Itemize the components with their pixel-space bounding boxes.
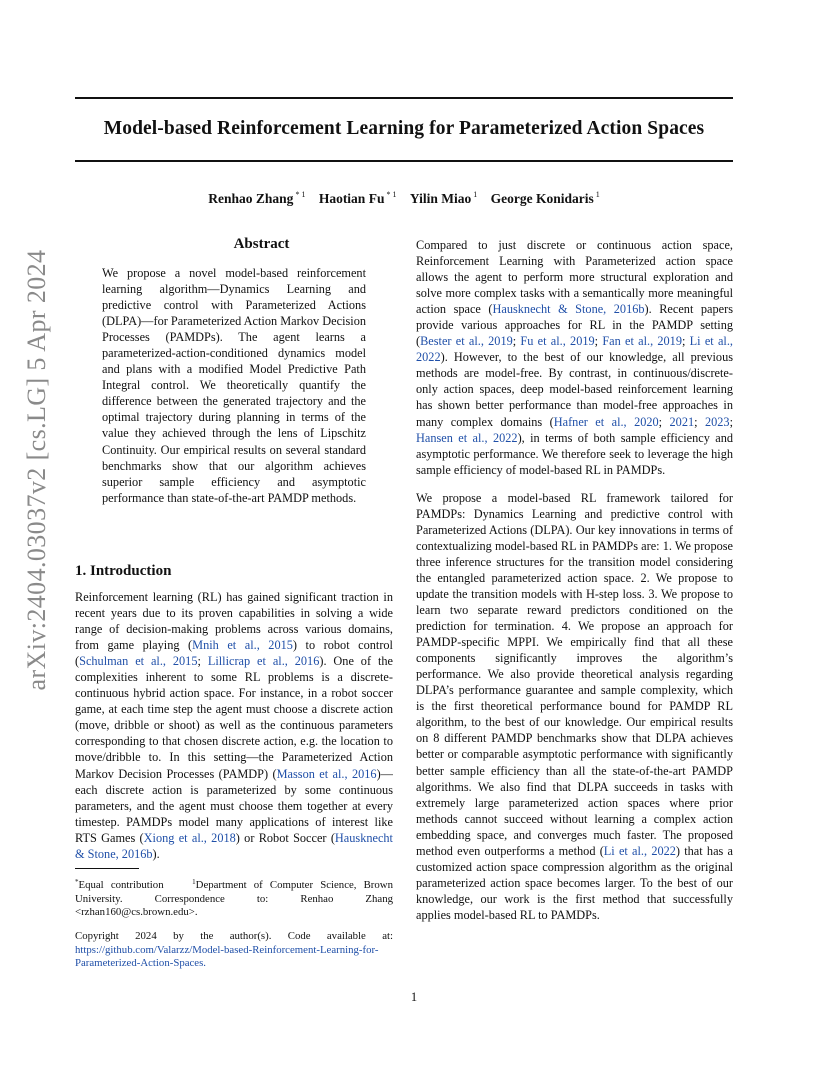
- citation-link[interactable]: Masson et al., 2016: [276, 766, 377, 781]
- section-heading-introduction: 1. Introduction: [75, 563, 172, 579]
- text-run: We propose a model-based RL framework tailored for PAMDPs: Dynamics Learning and predictive control with Parameterized Actions (DLPA). Our key innovations in terms of contextualizing model-based RL in PAMDPs are: 1. We propose three inference structures for the transition model considering the entangled parameterized action space. 2. We propose to update the transition models with H-step loss. 3. We propose to learn two separate reward predictors conditioned on the prediction for termination. 4. We propose an approach for PAMDP-specific MPPI. We empirically find that all these components significantly improves the algorithm’s performance. We also provide theoretical analysis regarding DLPA’s performance guarantee and sample complexity, which is the first theoretical performance bound for PAMDP RL algorithm, to the best of our knowledge. Our empirical results on 8 different PAMDP benchmarks show that DLPA achieves better or comparable asymptotic performance with significantly better sample efficiency than all the state-of-the-art PAMDP algorithms. We also find that DLPA succeeds in tasks with extremely large parameterized action spaces where prior methods cannot succeed without learning a complex action embedding space, and converges much faster. The proposed method even outperforms a method (: [416, 490, 733, 858]
- citation-link[interactable]: Fu et al., 2019: [520, 334, 595, 349]
- code-repository-link[interactable]: https://github.com/Valarzz/Model-based-Reinforcement-Learning-for-Parameterized-Action-Spaces.: [75, 943, 379, 970]
- text-run: ;: [681, 334, 690, 349]
- paragraph: [416, 237, 733, 478]
- text-run: ;: [197, 654, 208, 669]
- text-run: Compared to just discrete or continuous action space, Reinforcement Learning with Parameterized action space allows the agent to perform more structural exploration and solve more complex tasks with a semantically more meaningful action space (: [416, 238, 733, 317]
- text-run: ;: [658, 414, 670, 429]
- author-list: [75, 190, 733, 207]
- citation-link[interactable]: Lillicrap et al., 2016: [207, 654, 320, 669]
- author: Yilin Miao $^1$: [409, 190, 478, 206]
- text-run: )—each discrete action is parameterized by some continuous parameters, and the agent must choose them together at every timestep. PAMDPs model many applications of interest like RTS Games (: [75, 766, 393, 845]
- citation-link[interactable]: Hansen et al., 2022: [416, 430, 518, 445]
- author: Haotian Fu $^{* 1}$: [318, 190, 397, 206]
- citation-link[interactable]: Li et al., 2022: [603, 843, 676, 858]
- title-bottom-rule: [75, 160, 733, 162]
- page-number: 1: [410, 990, 418, 1004]
- text-run: ). However, to the best of our knowledge, all previous methods are model-free. By contrast, in continuous/discrete-only action spaces, deep model-based reinforcement learning has shown better performance than model-free approaches in many complex domains (: [416, 350, 733, 429]
- text-run: ), in terms of both sample efficiency and asymptotic performance. We therefore seek to leverage the high sample efficiency of model-based RL in PAMDPs.: [416, 430, 733, 477]
- citation-link[interactable]: Bester et al., 2019: [420, 334, 513, 349]
- text-run: ). Recent papers provide various approaches for RL in the PAMDP setting (: [416, 302, 733, 349]
- author: Renhao Zhang $^{* 1}$: [208, 190, 306, 206]
- text-run: ). One of the complexities inherent to some RL problems is a discrete-continuous hybrid action space. For instance, in a robot soccer game, at each time step the agent must choose a discrete action (move, dribble or shoot) as well as the continuous parameters corresponding to that chosen discrete action, e.g. the location to move/dribble to. In this setting—the Parameterized Action Markov Decision Processes (PAMDP) (: [75, 654, 393, 781]
- citation-link[interactable]: Li et al., 2022: [416, 334, 733, 365]
- text-run: Reinforcement learning (RL) has gained significant traction in recent years due to its proven capabilities in solving a wide range of decision-making problems across various domains, from game playing (: [75, 590, 393, 653]
- paragraph: [75, 589, 393, 862]
- text-run: ;: [594, 334, 603, 349]
- paragraph: [416, 490, 733, 923]
- author: George Konidaris $^1$: [490, 190, 600, 206]
- footnote-rule: [75, 868, 139, 869]
- text-run: ;: [512, 334, 521, 349]
- citation-link[interactable]: Mnih et al., 2015: [192, 638, 293, 653]
- citation-link[interactable]: Schulman et al., 2015: [79, 654, 198, 669]
- citation-link[interactable]: 2021: [669, 414, 695, 429]
- citation-link[interactable]: Fan et al., 2019: [602, 334, 682, 349]
- citation-link[interactable]: Xiong et al., 2018: [143, 830, 236, 845]
- text-run: ;: [729, 414, 733, 429]
- abstract-text: We propose a novel model-based reinforcement learning algorithm—Dynamics Learning and predictive control with Parameterized Actions (DLPA)—for Parameterized Action Markov Decision Processes (PAMDPs). The agent learns a parameterized-action-conditioned dynamics model and plans with a modified Model Predictive Path Integral control. We theoretically quantify the difference between the generated trajectory and the optimal trajectory during planning in terms of the value they achieved through the lens of Lipschitz Continuity. Our empirical results on several standard benchmarks show that our algorithm achieves superior sample efficiency and asymptotic performance than state-of-the-art PAMDP methods.: [102, 266, 366, 505]
- text-run: ).: [152, 846, 160, 861]
- text-run: ) or Robot Soccer (: [235, 830, 335, 845]
- footnote-copyright: Copyright 2024 by the author(s). Code available at: https://github.com/Valarzz/Model-based-Reinforcement-Learning-for-Parameterized-Action-Spaces.: [75, 930, 393, 970]
- paper-title: Model-based Reinforcement Learning for Parameterized Action Spaces: [103, 118, 705, 139]
- citation-link[interactable]: Hafner et al., 2020: [553, 414, 659, 429]
- citation-link[interactable]: Hausknecht & Stone, 2016b: [75, 830, 393, 861]
- text-run: ) to robot control (: [75, 638, 393, 669]
- abstract-body: [102, 265, 366, 506]
- footnote-affiliations: *Equal contribution $^1$Department of Computer Science, Brown University. Correspondence to: Renhao Zhang <rzhan160@cs.brown.edu>.: [75, 878, 393, 919]
- abstract-heading: Abstract: [233, 236, 290, 252]
- introduction-body: [75, 589, 393, 862]
- text-run: ;: [694, 414, 705, 429]
- citation-link[interactable]: Hausknecht & Stone, 2016b: [492, 302, 645, 317]
- citation-link[interactable]: 2023: [704, 414, 730, 429]
- right-column: [416, 237, 733, 923]
- arxiv-identifier-stamp: arXiv:2404.03037v2 [cs.LG] 5 Apr 2024: [22, 249, 51, 691]
- title-top-rule: [75, 97, 733, 99]
- text-run: ) that has a customized action space compression algorithm as the original parameterized action space becomes larger. To the best of our knowledge, our work is the first method that successfully applies model-based RL to PAMDPs.: [416, 843, 733, 922]
